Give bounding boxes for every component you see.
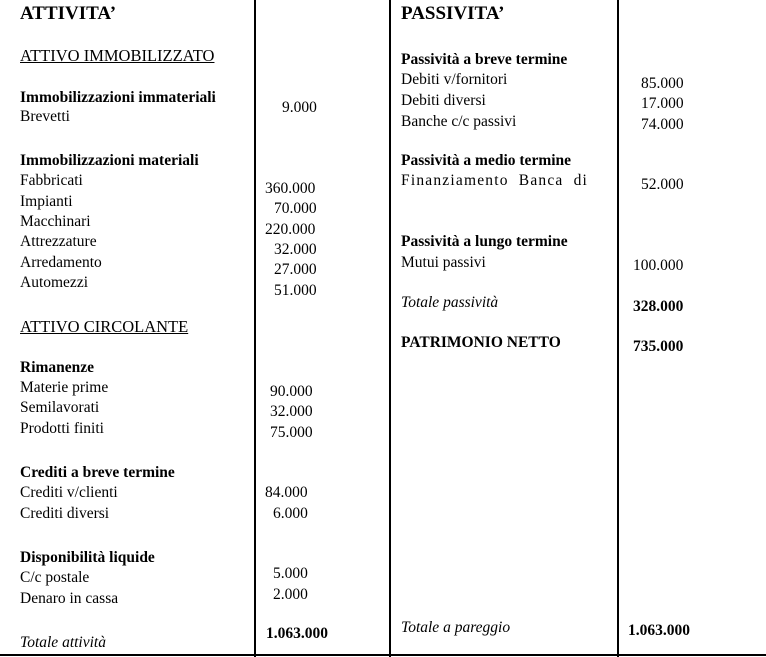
row-crediti-diversi-value: 6.000: [273, 505, 308, 522]
medio-heading: Passività a medio termine: [401, 152, 572, 169]
row-fabbricati-value: 360.000: [265, 180, 316, 197]
totale-passivita-value: 328.000: [633, 298, 684, 315]
row-debiti-diversi-value: 17.000: [641, 95, 684, 112]
row-semilavorati-label: Semilavorati: [20, 399, 100, 416]
row-materie-prime-value: 90.000: [270, 383, 313, 400]
row-cc-postale-label: C/c postale: [20, 569, 90, 586]
row-banche-value: 74.000: [641, 116, 684, 133]
row-macchinari-value: 220.000: [265, 221, 316, 238]
row-crediti-clienti-label: Crediti v/clienti: [20, 484, 118, 501]
lungo-heading: Passività a lungo termine: [401, 233, 568, 250]
row-cc-postale-value: 5.000: [273, 565, 308, 582]
passivita-heading: PASSIVITA’: [401, 3, 505, 24]
col-divider-2: [389, 0, 391, 657]
row-debiti-fornitori-label: Debiti v/fornitori: [401, 71, 508, 88]
row-banche-label: Banche c/c passivi: [401, 113, 517, 130]
row-macchinari-label: Macchinari: [20, 213, 91, 230]
row-attrezzature-value: 32.000: [274, 241, 317, 258]
col-divider-1: [254, 0, 256, 657]
row-brevetti-label: Brevetti: [20, 108, 70, 125]
row-debiti-diversi-label: Debiti diversi: [401, 92, 486, 109]
totale-passivita-label: Totale passività: [401, 294, 499, 311]
row-denaro-cassa-label: Denaro in cassa: [20, 590, 119, 607]
materiali-heading: Immobilizzazioni materiali: [20, 152, 199, 169]
attivo-immobilizzato-heading: ATTIVO IMMOBILIZZATO: [20, 46, 215, 65]
totale-attivita-value: 1.063.000: [266, 625, 328, 642]
totale-attivita-label: Totale attività: [20, 634, 106, 651]
row-automezzi-label: Automezzi: [20, 274, 89, 291]
rimanenze-heading: Rimanenze: [20, 359, 95, 376]
row-arredamento-label: Arredamento: [20, 254, 102, 271]
row-mutui-value: 100.000: [633, 257, 684, 274]
table-bottom-border: [0, 654, 766, 656]
attivita-heading: ATTIVITA’: [20, 3, 117, 24]
row-impianti-label: Impianti: [20, 193, 73, 210]
row-automezzi-value: 51.000: [274, 282, 317, 299]
row-prodotti-finiti-label: Prodotti finiti: [20, 420, 104, 437]
totale-pareggio-value: 1.063.000: [628, 622, 690, 639]
patrimonio-netto-value: 735.000: [633, 338, 684, 355]
crediti-heading: Crediti a breve termine: [20, 464, 175, 481]
row-denaro-cassa-value: 2.000: [273, 586, 308, 603]
row-arredamento-value: 27.000: [274, 261, 317, 278]
col-divider-3: [617, 0, 619, 657]
row-prodotti-finiti-value: 75.000: [270, 424, 313, 441]
attivo-circolante-heading: ATTIVO CIRCOLANTE: [20, 317, 189, 336]
row-materie-prime-label: Materie prime: [20, 379, 109, 396]
row-crediti-diversi-label: Crediti diversi: [20, 505, 110, 522]
patrimonio-netto-label: PATRIMONIO NETTO: [401, 334, 561, 351]
breve-heading: Passività a breve termine: [401, 51, 568, 68]
row-attrezzature-label: Attrezzature: [20, 233, 97, 250]
row-brevetti-value: 9.000: [282, 99, 317, 116]
immateriali-heading: Immobilizzazioni immateriali: [20, 89, 216, 106]
row-crediti-clienti-value: 84.000: [265, 484, 308, 501]
row-finanziamento-value: 52.000: [641, 176, 684, 193]
row-fabbricati-label: Fabbricati: [20, 172, 83, 189]
totale-pareggio-label: Totale a pareggio: [401, 619, 511, 636]
row-debiti-fornitori-value: 85.000: [641, 75, 684, 92]
row-semilavorati-value: 32.000: [270, 403, 313, 420]
liquide-heading: Disponibilità liquide: [20, 549, 155, 566]
row-finanziamento-label: Finanziamento Banca di: [401, 172, 589, 189]
row-impianti-value: 70.000: [274, 200, 317, 217]
row-mutui-label: Mutui passivi: [401, 254, 486, 271]
